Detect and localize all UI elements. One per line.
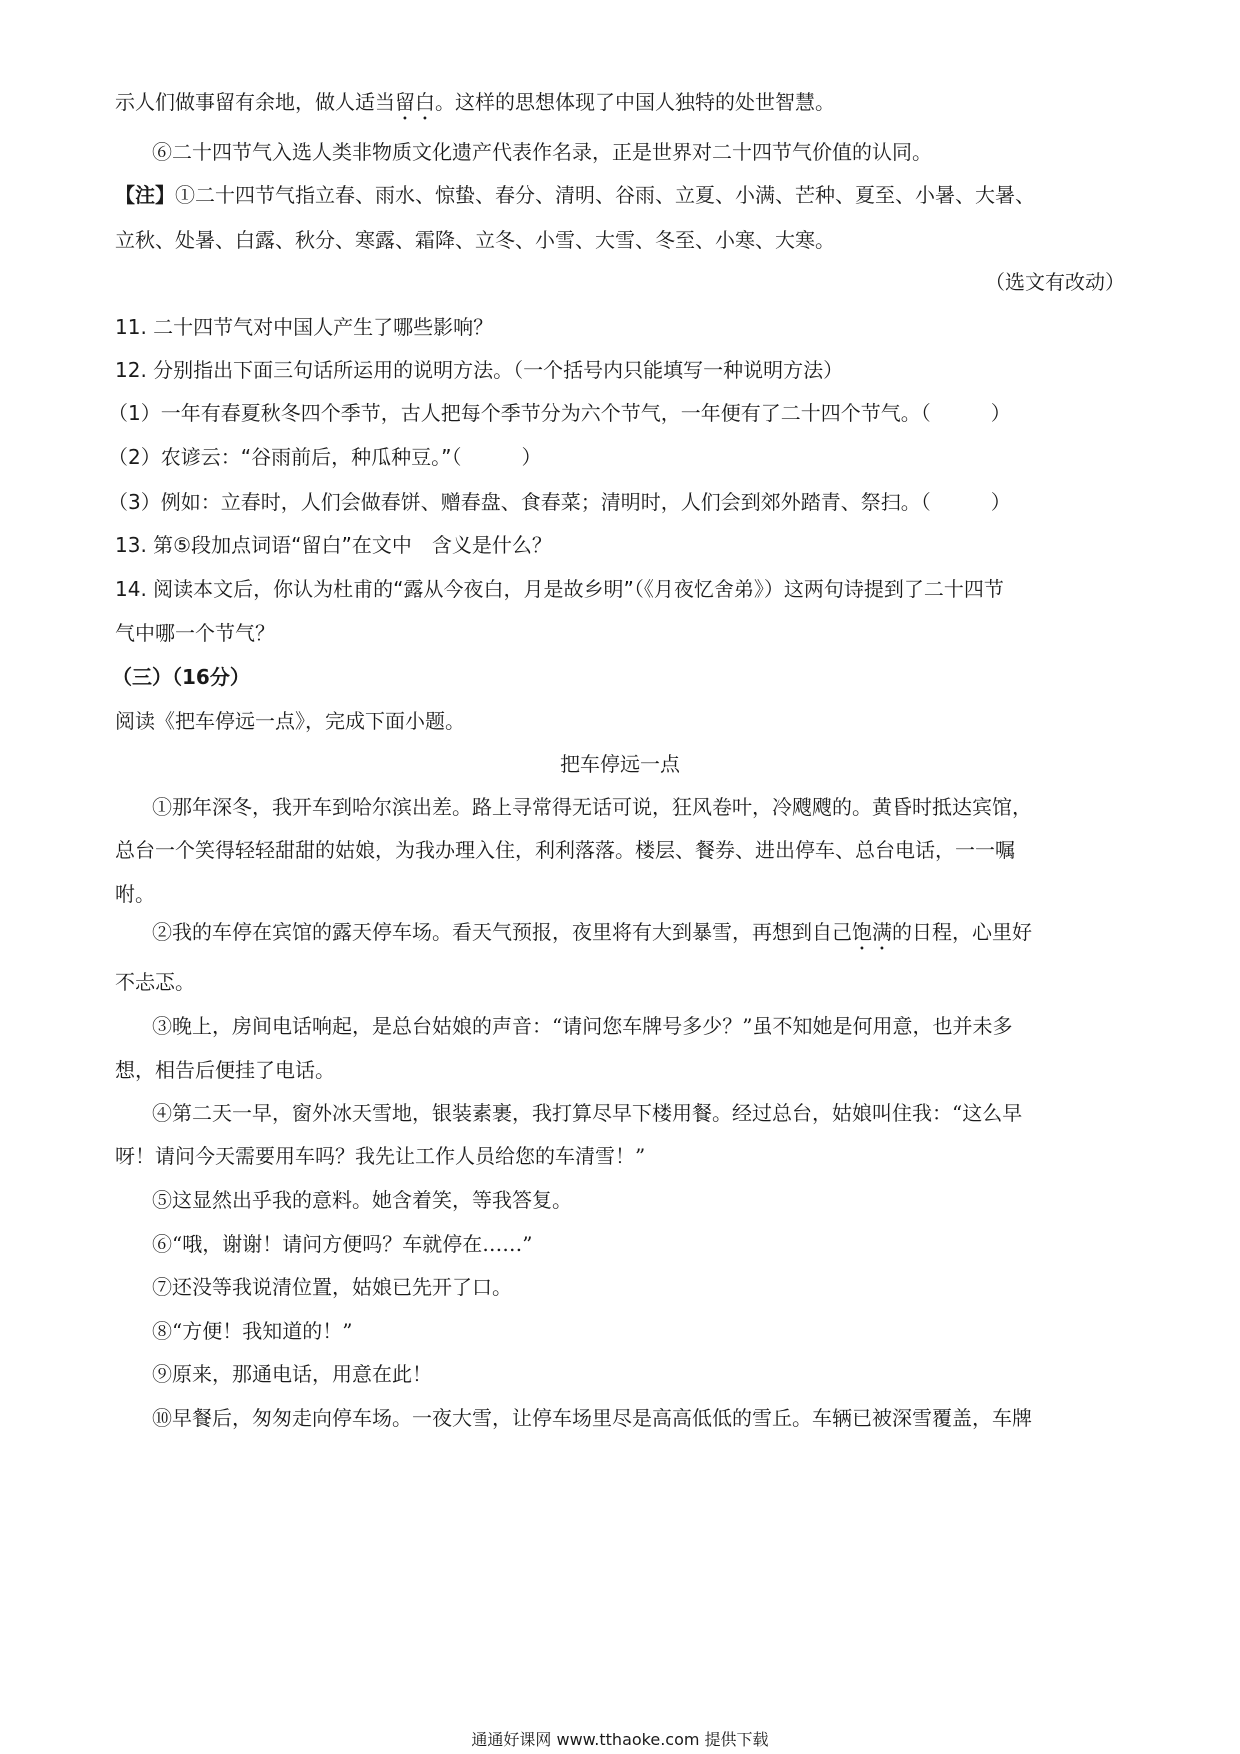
article-p9: ⑨原来，那通电话，用意在此！ — [152, 1362, 432, 1386]
article-p6: ⑥“哦，谢谢！请问方便吗？车就停在……” — [152, 1232, 533, 1256]
text: 。这样的思想体现了中国人独特的处世智慧。 — [435, 90, 835, 114]
question-12-2: （2）农谚云：“谷雨前后，种瓜种豆。”（ ） — [108, 445, 542, 469]
question-12-1: （1）一年有春夏秋冬四个季节，古人把每个季节分为六个节气，一年便有了二十四个节气。（ ） — [108, 401, 1011, 425]
article-p5: ⑤这显然出乎我的意料。她含着笑，等我答复。 — [152, 1188, 572, 1212]
question-14-line-1: 14. 阅读本文后，你认为杜甫的“露从今夜白，月是故乡明”（《月夜忆舍弟》）这两句诗提到了二十四节 — [115, 577, 1004, 601]
text: ②我的车停在宾馆的露天停车场。看天气预报，夜里将有大到暴雪，再想到自己 — [152, 920, 852, 944]
article-p2-line1 — [152, 918, 1032, 955]
footer-watermark: 通通好课网 www.tthaoke.com 提供下载 — [471, 1730, 769, 1749]
article-p1-line3: 咐。 — [115, 882, 155, 906]
paragraph-6: ⑥二十四节气入选人类非物质文化遗产代表作名录，正是世界对二十四节气价值的认同。 — [152, 140, 932, 164]
article-p1-line2: 总台一个笑得轻轻甜甜的姑娘，为我办理入住，利利落落。楼层、餐券、进出停车、总台电话，一一嘱 — [115, 838, 1015, 862]
question-13: 13. 第⑤段加点词语“留白”在文中 含义是什么？ — [115, 533, 552, 557]
section-heading: （三）（16分） — [112, 665, 250, 689]
article-p10-line1: ⑩早餐后，匆匆走向停车场。一夜大雪，让停车场里尽是高高低低的雪丘。车辆已被深雪覆盖，车牌 — [152, 1406, 1032, 1430]
text: 示人们做事留有余地，做人适当 — [115, 90, 395, 114]
article-p3-line2: 想，相告后便挂了电话。 — [115, 1058, 335, 1082]
text: 的日程，心里好 — [892, 920, 1032, 944]
article-p4-line1: ④第二天一早，窗外冰天雪地，银装素裹，我打算尽早下楼用餐。经过总台，姑娘叫住我：“这么早 — [152, 1101, 1023, 1125]
source-note: （选文有改动） — [985, 270, 1125, 294]
section-instruction: 阅读《把车停远一点》，完成下面小题。 — [115, 709, 465, 733]
article-p2-line2: 不忐忑。 — [115, 970, 195, 994]
article-p1-line1: ①那年深冬，我开车到哈尔滨出差。路上寻常得无话可说，狂风卷叶，冷飕飕的。黄昏时抵达宾馆， — [152, 795, 1032, 819]
note-line-1 — [115, 181, 1035, 209]
question-12-3: （3）例如：立春时，人们会做春饼、赠春盘、食春菜；清明时，人们会到郊外踏青、祭扫。（ ） — [108, 490, 1011, 514]
article-p4-line2: 呀！请问今天需要用车吗？我先让工作人员给您的车清雪！” — [115, 1144, 646, 1168]
article-p8: ⑧“方便！我知道的！” — [152, 1319, 353, 1343]
emphasized-word: 饱满 — [852, 920, 892, 944]
note-label: 【注】 — [115, 183, 175, 207]
emphasized-word: 留白 — [395, 90, 435, 114]
question-14-line-2: 气中哪一个节气？ — [115, 621, 275, 645]
prev-paragraph-end — [115, 88, 835, 125]
article-p7: ⑦还没等我说清位置，姑娘已先开了口。 — [152, 1275, 512, 1299]
question-11: 11. 二十四节气对中国人产生了哪些影响？ — [115, 315, 494, 339]
note-text: ①二十四节气指立春、雨水、惊蛰、春分、清明、谷雨、立夏、小满、芒种、夏至、小暑、大暑、 — [175, 183, 1035, 207]
question-12: 12. 分别指出下面三句话所运用的说明方法。（一个括号内只能填写一种说明方法） — [115, 358, 844, 382]
note-line-2: 立秋、处暑、白露、秋分、寒露、霜降、立冬、小雪、大雪、冬至、小寒、大寒。 — [115, 228, 835, 252]
article-title: 把车停远一点 — [560, 752, 680, 776]
article-p3-line1: ③晚上，房间电话响起，是总台姑娘的声音：“请问您车牌号多少？”虽不知她是何用意，也并未多 — [152, 1014, 1013, 1038]
